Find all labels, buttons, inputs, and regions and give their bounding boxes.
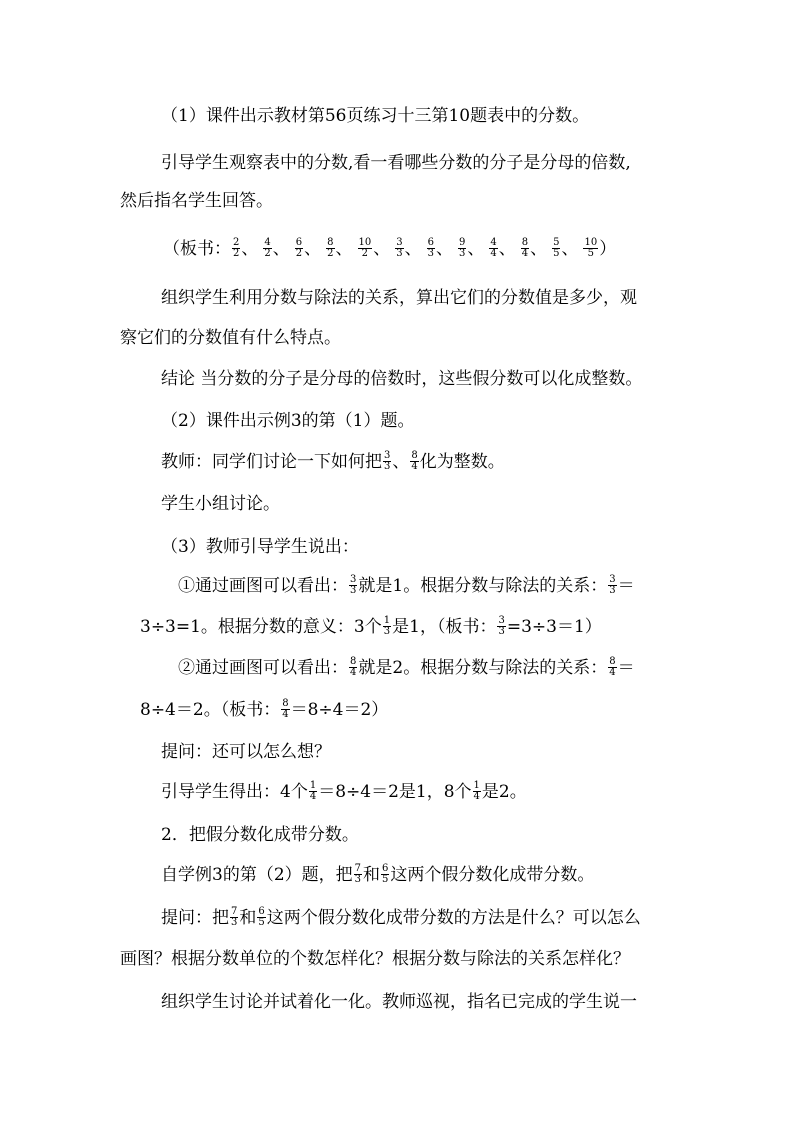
fraction: $\frac{3}{3}$ — [609, 574, 616, 596]
separator: 、 — [272, 239, 290, 259]
fraction: $\frac{5}{5}$ — [553, 237, 560, 259]
fraction: $\frac{6}{5}$ — [258, 906, 265, 928]
fraction: $\frac{3}{3}$ — [396, 237, 403, 259]
fraction: $\frac{8}{4}$ — [282, 698, 289, 720]
board-writing-line: （板书： $\frac{2}{2}$ 、 $\frac{4}{2}$ 、 $\frac{6}{2}$ 、 $\frac{8}{2}$ 、 $\frac{10}{2}$ 、 $\frac{3}{3}$ 、 $\frac{6}{3}$ 、 $\frac{9}{3}$ 、 $\frac{4}{4}$ 、 $\frac{8}{4}$ 、 $\frac{5}{5}$ 、 $\frac{10}{5}$ ） — [163, 237, 617, 259]
fraction: $\frac{3}{3}$ — [350, 574, 357, 596]
separator: 、 — [498, 239, 516, 259]
paragraph-line: 引导学生观察表中的分数,看一看哪些分数的分子是分母的倍数, — [161, 153, 631, 173]
fraction: $\frac{7}{3}$ — [354, 863, 362, 885]
paragraph-line: ①通过画图可以看出： $\frac{3}{3}$ 就是1。根据分数与除法的关系： $\frac{3}{3}$ ＝ — [178, 574, 635, 596]
paragraph-line: 教师：同学们讨论一下如何把 $\frac{3}{3}$ 、 $\frac{8}{4}$ 化为整数。 — [161, 450, 505, 472]
separator: 、 — [467, 239, 485, 259]
fraction: $\frac{6}{3}$ — [427, 237, 434, 259]
paragraph-line: （3）教师引导学生说出： — [161, 537, 359, 557]
board-fraction-list — [231, 239, 599, 259]
fraction: $\frac{1}{3}$ — [383, 615, 391, 637]
separator: 、 — [404, 239, 422, 259]
fraction: $\frac{3}{3}$ — [498, 615, 505, 637]
paragraph-line: 3÷3=1。根据分数的意义：3个 $\frac{1}{3}$ 是1，（板书： $\frac{3}{3}$ =3÷3＝1） — [140, 615, 602, 637]
paragraph-line: 自学例3的第（2）题，把 $\frac{7}{3}$ 和 $\frac{6}{5}$ 这两个假分数化成带分数。 — [161, 863, 595, 885]
fraction: $\frac{8}{4}$ — [609, 656, 616, 678]
paragraph-line: ②通过画图可以看出： $\frac{8}{4}$ 就是2。根据分数与除法的关系： $\frac{8}{4}$ ＝ — [178, 656, 635, 678]
fraction: $\frac{9}{3}$ — [458, 237, 466, 259]
fraction: $\frac{10}{5}$ — [584, 237, 598, 259]
fraction: $\frac{4}{4}$ — [490, 237, 497, 259]
separator: 、 — [561, 239, 579, 259]
fraction: $\frac{1}{4}$ — [473, 780, 480, 802]
paragraph-line: 引导学生得出：4个 $\frac{1}{4}$ ＝8÷4＝2是1，8个 $\frac{1}{4}$ 是2。 — [161, 780, 527, 802]
paragraph-line: 然后指名学生回答。 — [120, 191, 273, 211]
paragraph-line: 组织学生利用分数与除法的关系，算出它们的分数值是多少，观 — [161, 288, 637, 308]
paragraph-line: 组织学生讨论并试着化一化。教师巡视，指名已完成的学生说一 — [161, 992, 637, 1012]
separator: 、 — [241, 239, 259, 259]
fraction: $\frac{3}{3}$ — [384, 450, 391, 472]
fraction: $\frac{8}{4}$ — [350, 656, 357, 678]
fraction: $\frac{6}{2}$ — [295, 237, 303, 259]
section-heading: 2．把假分数化成带分数。 — [161, 825, 359, 845]
fraction: $\frac{6}{5}$ — [382, 863, 389, 885]
separator: 、 — [335, 239, 353, 259]
paragraph-line: 画图？根据分数单位的个数怎样化？根据分数与除法的关系怎样化？ — [120, 949, 630, 969]
paragraph-line: 学生小组讨论。 — [161, 494, 280, 514]
paragraph-line: 8÷4＝2。（板书： $\frac{8}{4}$ ＝8÷4＝2） — [140, 698, 389, 720]
fraction: $\frac{4}{2}$ — [264, 237, 271, 259]
fraction: $\frac{7}{3}$ — [231, 906, 238, 928]
separator: 、 — [304, 239, 322, 259]
paragraph-line: （2）课件出示例3的第（1）题。 — [161, 411, 415, 431]
paragraph-line: 察它们的分数值有什么特点。 — [120, 328, 341, 348]
paragraph-line: 提问：还可以怎么想？ — [161, 742, 331, 762]
fraction: $\frac{1}{4}$ — [309, 780, 317, 802]
separator: 、 — [530, 239, 548, 259]
fraction: $\frac{8}{2}$ — [327, 237, 334, 259]
paragraph-line: 提问：把 $\frac{7}{3}$ 和 $\frac{6}{5}$ 这两个假分数化成带分数的方法是什么？可以怎么 — [161, 906, 641, 928]
fraction: $\frac{8}{4}$ — [521, 237, 529, 259]
separator: 、 — [373, 239, 391, 259]
fraction: $\frac{2}{2}$ — [233, 237, 240, 259]
fraction: $\frac{10}{2}$ — [358, 237, 372, 259]
separator: 、 — [435, 239, 453, 259]
fraction: $\frac{8}{4}$ — [411, 450, 418, 472]
paragraph-line: （1）课件出示教材第56页练习十三第10题表中的分数。 — [161, 106, 590, 126]
conclusion-line: 结论 当分数的分子是分母的倍数时，这些假分数可以化成整数。 — [161, 369, 643, 389]
